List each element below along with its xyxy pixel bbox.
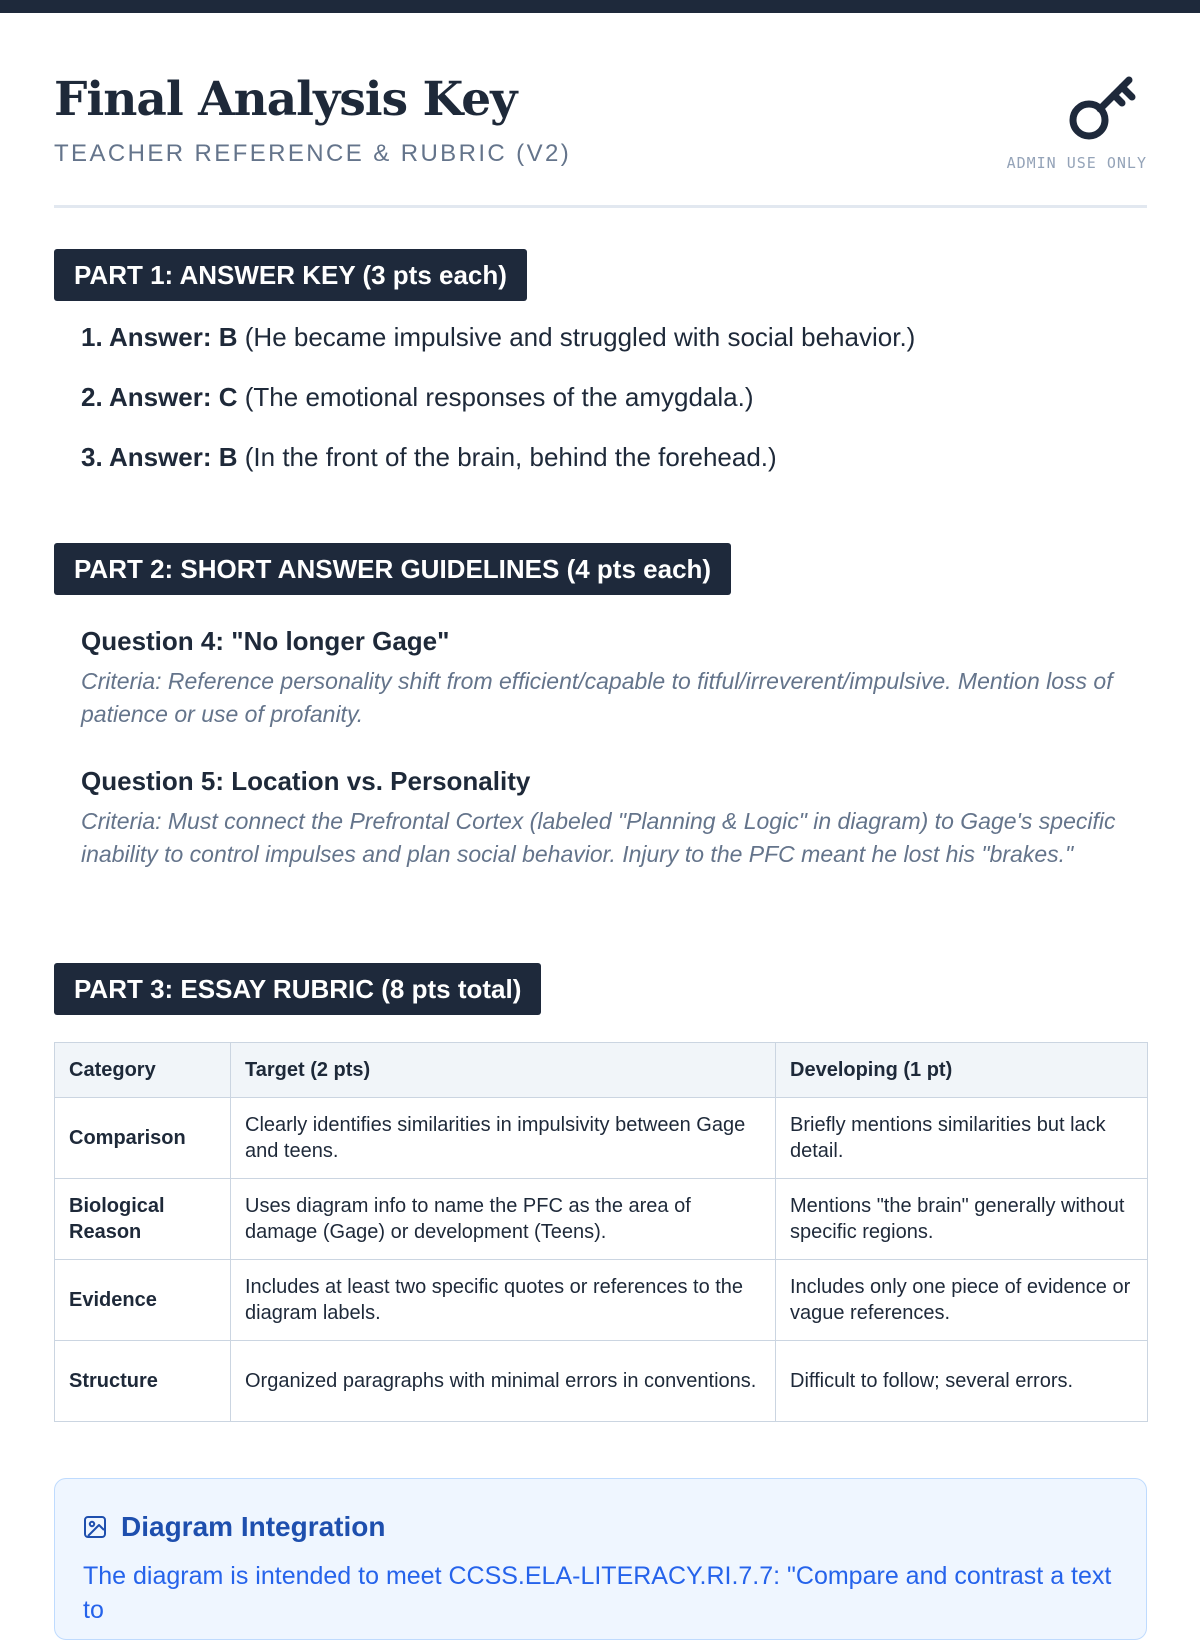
page-title: Final Analysis Key: [54, 72, 517, 127]
rubric-developing: Includes only one piece of evidence or vague references.: [776, 1260, 1148, 1341]
answer-key-list: [81, 322, 915, 502]
rubric-target: Uses diagram info to name the PFC as the area of damage (Gage) or development (Teens).: [231, 1179, 776, 1260]
rubric-developing: Briefly mentions similarities but lack detail.: [776, 1098, 1148, 1179]
callout-header: [83, 1511, 385, 1543]
top-bar: [0, 0, 1200, 13]
table-row: [55, 1179, 1148, 1260]
column-header-developing: Developing (1 pt): [776, 1043, 1148, 1098]
question-title: Question 5: Location vs. Personality: [81, 766, 531, 796]
rubric-target: Clearly identifies similarities in impulsivity between Gage and teens.: [231, 1098, 776, 1179]
rubric-target: Includes at least two specific quotes or references to the diagram labels.: [231, 1260, 776, 1341]
answer-item: [81, 322, 915, 382]
column-header-category: Category: [55, 1043, 231, 1098]
callout-text: The diagram is intended to meet CCSS.ELA-LITERACY.RI.7.7: "Compare and contrast a text to: [83, 1562, 1112, 1624]
rubric-developing: Mentions "the brain" generally without specific regions.: [776, 1179, 1148, 1260]
callout-title: Diagram Integration: [121, 1511, 386, 1542]
answer-text: (In the front of the brain, behind the forehead.): [244, 442, 777, 472]
column-header-target: Target (2 pts): [231, 1043, 776, 1098]
answer-item: [81, 382, 915, 442]
table-header-row: [55, 1043, 1148, 1098]
short-answer-question-5: [81, 766, 1141, 871]
answer-item: [81, 442, 915, 502]
table-row: [55, 1260, 1148, 1341]
rubric-category: Structure: [55, 1341, 231, 1422]
short-answer-question-4: [81, 626, 1141, 731]
answer-text: (He became impulsive and struggled with social behavior.): [244, 322, 916, 352]
answer-text: (The emotional responses of the amygdala.): [244, 382, 754, 412]
section-title-part2: PART 2: SHORT ANSWER GUIDELINES (4 pts each): [54, 543, 731, 595]
answer-label: 1. Answer: B: [81, 322, 238, 352]
key-icon: [1069, 70, 1143, 144]
question-criteria: Criteria: Reference personality shift from efficient/capable to fitful/irreverent/impulsive. Mention loss of patience or use of profanity.: [81, 668, 1113, 727]
rubric-developing: Difficult to follow; several errors.: [776, 1341, 1148, 1422]
document-header: [54, 68, 1147, 208]
rubric-target: Organized paragraphs with minimal errors in conventions.: [231, 1341, 776, 1422]
rubric-category: Comparison: [55, 1098, 231, 1179]
answer-label: 3. Answer: B: [81, 442, 238, 472]
diagram-integration-callout: [54, 1478, 1147, 1640]
rubric-category: Evidence: [55, 1260, 231, 1341]
image-icon: [83, 1515, 107, 1539]
header-divider: [54, 205, 1147, 208]
rubric-category: Biological Reason: [55, 1179, 231, 1260]
question-criteria: Criteria: Must connect the Prefrontal Cortex (labeled "Planning & Logic" in diagram) to Gage's specific inability to control impulses and plan social behavior. Injury to the PFC meant he lost his "brakes.": [81, 808, 1116, 867]
table-row: [55, 1098, 1148, 1179]
table-row: [55, 1341, 1148, 1422]
section-title-part1: PART 1: ANSWER KEY (3 pts each): [54, 249, 527, 301]
admin-use-label: ADMIN USE ONLY: [1006, 154, 1147, 172]
answer-label: 2. Answer: C: [81, 382, 238, 412]
page-subtitle: TEACHER REFERENCE & RUBRIC (V2): [54, 140, 572, 167]
section-title-part3: PART 3: ESSAY RUBRIC (8 pts total): [54, 963, 541, 1015]
question-title: Question 4: "No longer Gage": [81, 626, 450, 656]
essay-rubric-table: [54, 1042, 1148, 1422]
